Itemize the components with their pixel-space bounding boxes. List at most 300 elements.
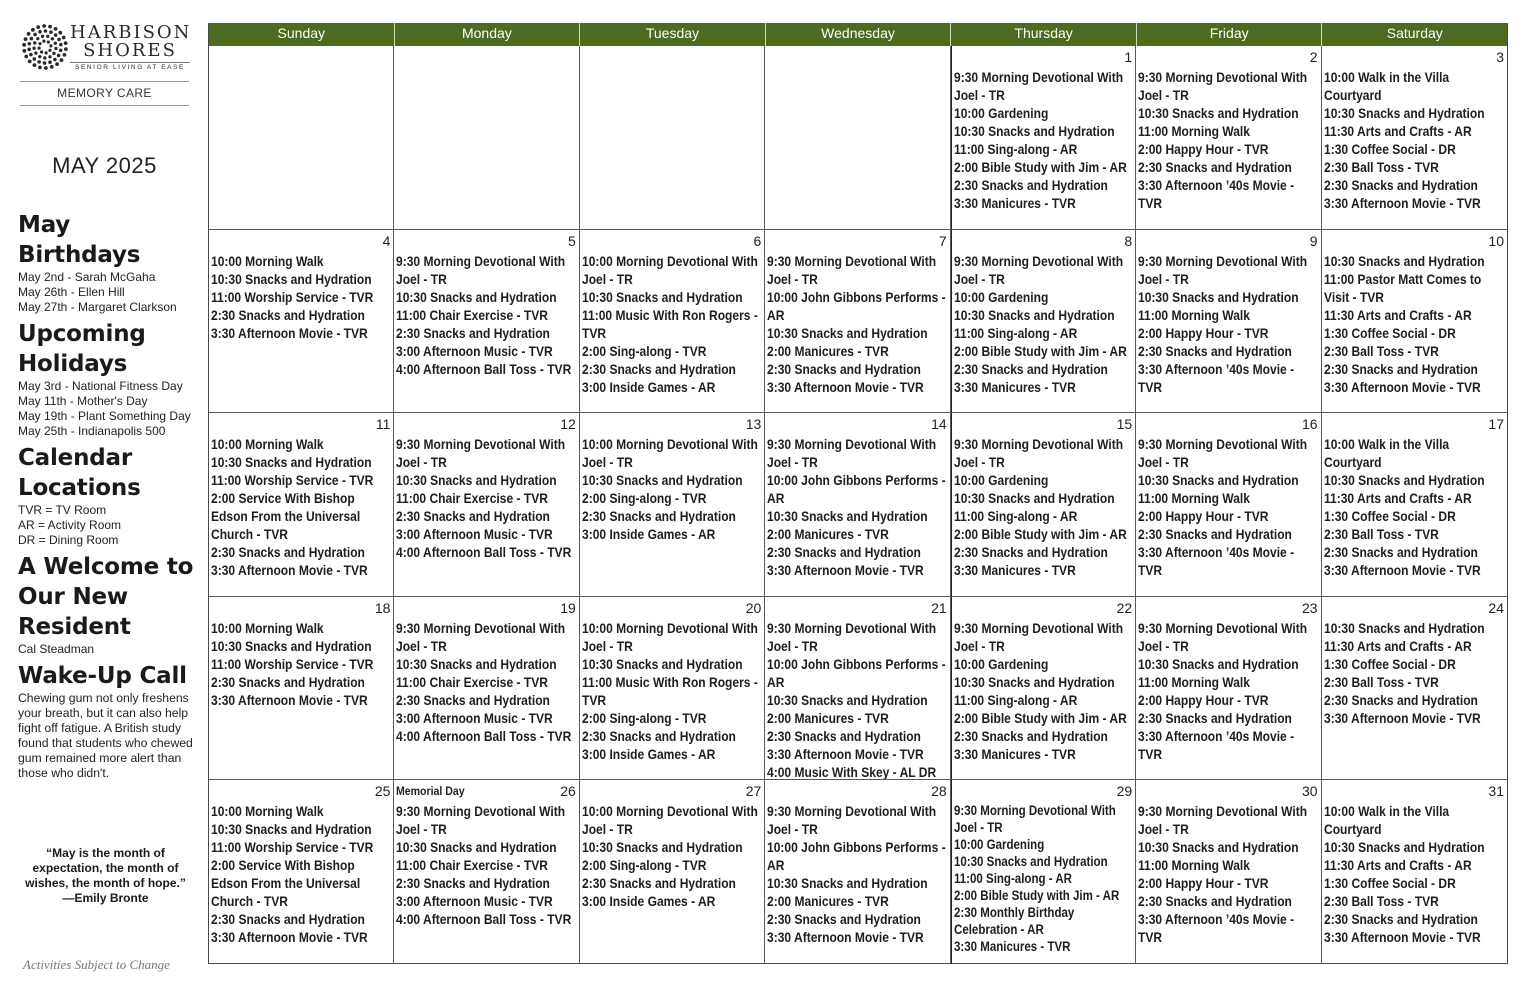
day-cell bbox=[209, 597, 394, 781]
day-cell bbox=[394, 230, 579, 414]
quote-text: “May is the month of expectation, the month of wishes, the month of hope.” bbox=[25, 846, 186, 890]
footer-note: Activities Subject to Change bbox=[23, 957, 170, 972]
logo-dot bbox=[62, 36, 66, 40]
event-item: 2:30 Snacks and Hydration bbox=[767, 544, 922, 561]
logo-dot bbox=[34, 51, 37, 54]
event-item: 3:00 Afternoon Music - TVR bbox=[396, 342, 554, 359]
event-item: 2:30 Snacks and Hydration bbox=[581, 727, 736, 744]
logo-dot bbox=[38, 65, 42, 69]
event-item: 2:30 Snacks and Hydration bbox=[1138, 526, 1293, 543]
logo-dot bbox=[55, 62, 59, 66]
logo-line2: SHORES bbox=[83, 40, 177, 61]
holiday-item: May 11th - Mother's Day bbox=[18, 394, 148, 408]
event-item: 9:30 Morning Devotional With Joel - TR bbox=[953, 252, 1123, 287]
event-item: 10:00 Gardening bbox=[953, 105, 1049, 121]
event-item: 11:00 Sing-along - AR bbox=[953, 691, 1078, 708]
logo-dot bbox=[36, 25, 40, 29]
logo-dot bbox=[45, 51, 48, 54]
event-item: 2:30 Ball Toss - TVR bbox=[1323, 673, 1439, 690]
event-item: 2:30 Snacks and Hydration bbox=[1138, 893, 1293, 910]
day-cell bbox=[580, 230, 765, 414]
logo-dot bbox=[24, 37, 28, 41]
event-item: 3:00 Inside Games - AR bbox=[581, 526, 716, 543]
sidebar-sections bbox=[18, 210, 198, 785]
event-list bbox=[954, 619, 1135, 763]
event-item: 9:30 Morning Devotional With Joel - TR bbox=[953, 69, 1123, 103]
weekday-monday: Monday bbox=[395, 23, 581, 46]
event-list bbox=[582, 435, 764, 543]
event-item: 11:00 Worship Service - TVR bbox=[211, 288, 374, 305]
logo-dot bbox=[40, 50, 43, 53]
event-item: 2:00 Bible Study with Jim - AR bbox=[953, 342, 1127, 359]
event-item: 11:00 Pastor Matt Comes to Visit - TVR bbox=[1323, 270, 1481, 305]
date-number: 18 bbox=[374, 599, 391, 616]
event-list bbox=[582, 252, 764, 396]
event-item: 3:00 Inside Games - AR bbox=[581, 893, 716, 910]
event-item: 2:30 Snacks and Hydration bbox=[211, 673, 365, 690]
date-number: 29 bbox=[1116, 783, 1133, 800]
day-cell bbox=[765, 413, 950, 597]
date-number: 27 bbox=[745, 783, 762, 800]
calendar-grid bbox=[208, 23, 1508, 964]
day-cell bbox=[1136, 46, 1321, 230]
logo-dot bbox=[42, 40, 45, 43]
event-item: 3:30 Afternoon Movie - TVR bbox=[767, 562, 925, 579]
event-item: 11:00 Music With Ron Rogers - TVR bbox=[581, 673, 758, 708]
event-item: 9:30 Morning Devotional With Joel - TR bbox=[1138, 436, 1308, 471]
logo-dot bbox=[59, 48, 63, 52]
logo-dot bbox=[53, 58, 57, 62]
event-item: 3:30 Afternoon Movie - TVR bbox=[211, 324, 368, 341]
event-item: 4:00 Afternoon Ball Toss - TVR bbox=[396, 544, 572, 561]
event-item: 10:30 Snacks and Hydration bbox=[211, 454, 372, 471]
event-item: 2:30 Monthly Birthday Celebration - AR bbox=[953, 905, 1075, 938]
event-list bbox=[767, 802, 949, 946]
logo-dot bbox=[37, 60, 41, 64]
event-item: 3:00 Afternoon Music - TVR bbox=[396, 893, 554, 910]
event-item: 3:30 Manicures - TVR bbox=[953, 562, 1076, 579]
event-item: 11:00 Sing-along - AR bbox=[953, 324, 1078, 341]
new-resident-name: Cal Steadman bbox=[18, 642, 95, 656]
event-item: 11:30 Arts and Crafts - AR bbox=[1323, 637, 1472, 654]
event-item: 3:30 Manicures - TVR bbox=[953, 378, 1076, 395]
date-number: 9 bbox=[1309, 232, 1318, 249]
event-item: 10:00 Walk in the Villa Courtyard bbox=[1323, 436, 1449, 471]
event-list bbox=[582, 619, 764, 763]
event-item: 3:30 Afternoon ’40s Movie - TVR bbox=[1138, 911, 1295, 946]
event-list bbox=[211, 802, 393, 946]
date-number: 11 bbox=[375, 416, 391, 433]
event-item: 10:30 Snacks and Hydration bbox=[396, 472, 558, 489]
event-item: 10:00 Morning Walk bbox=[211, 803, 324, 820]
day-cell bbox=[1322, 230, 1507, 414]
event-item: 11:00 Chair Exercise - TVR bbox=[396, 306, 549, 323]
logo-dot bbox=[22, 49, 26, 53]
event-item: 10:30 Snacks and Hydration bbox=[396, 655, 558, 672]
event-item: 10:00 Morning Devotional With Joel - TR bbox=[581, 436, 758, 471]
event-list bbox=[1324, 802, 1507, 946]
event-item: 11:00 Sing-along - AR bbox=[953, 508, 1078, 525]
logo-dot bbox=[58, 31, 62, 35]
event-item: 2:00 Service With Bishop Edson From the Universal Church - TVR bbox=[211, 490, 361, 543]
event-item: 2:00 Bible Study with Jim - AR bbox=[953, 888, 1120, 904]
event-item: 11:00 Music With Ron Rogers - TVR bbox=[581, 306, 758, 341]
event-item: 3:30 Afternoon ’40s Movie - TVR bbox=[1138, 544, 1295, 579]
logo-dot bbox=[42, 24, 46, 28]
event-item: 11:00 Sing-along - AR bbox=[953, 141, 1078, 157]
event-item: 9:30 Morning Devotional With Joel - TR bbox=[1138, 69, 1308, 103]
location-item: DR = Dining Room bbox=[18, 533, 119, 547]
event-item: 3:30 Manicures - TVR bbox=[953, 745, 1076, 762]
event-item: 10:30 Snacks and Hydration bbox=[953, 854, 1108, 870]
event-item: 3:30 Afternoon ’40s Movie - TVR bbox=[1138, 727, 1295, 762]
logo-dot bbox=[48, 49, 51, 52]
day-cell bbox=[580, 46, 765, 230]
logo-dot bbox=[32, 46, 35, 49]
logo-dot bbox=[63, 53, 67, 57]
event-item: 3:30 Afternoon Movie - TVR bbox=[211, 562, 368, 579]
logo-dot bbox=[28, 60, 32, 64]
event-item: 2:30 Snacks and Hydration bbox=[1323, 691, 1478, 708]
event-item: 3:30 Afternoon ’40s Movie - TVR bbox=[1138, 360, 1295, 395]
logo-dot bbox=[46, 35, 49, 38]
event-item: 10:30 Snacks and Hydration bbox=[211, 270, 372, 287]
event-item: 10:30 Snacks and Hydration bbox=[581, 839, 743, 856]
holiday-item: May 25th - Indianapolis 500 bbox=[18, 424, 166, 438]
event-list bbox=[396, 252, 578, 378]
date-number: 3 bbox=[1496, 49, 1504, 65]
event-item: 2:00 Happy Hour - TVR bbox=[1138, 875, 1269, 892]
holidays-heading: Upcoming Holidays bbox=[18, 321, 146, 377]
day-cell bbox=[394, 413, 579, 597]
event-item: 2:30 Snacks and Hydration bbox=[581, 360, 736, 377]
logo-dot bbox=[44, 66, 48, 70]
event-item: 9:30 Morning Devotional With Joel - TR bbox=[767, 436, 937, 471]
event-item: 2:30 Snacks and Hydration bbox=[396, 508, 551, 525]
event-list bbox=[1138, 68, 1320, 212]
event-item: 10:30 Snacks and Hydration bbox=[396, 288, 558, 305]
event-item: 2:30 Snacks and Hydration bbox=[1138, 709, 1293, 726]
event-item: 2:30 Snacks and Hydration bbox=[211, 911, 365, 928]
event-item: 10:30 Snacks and Hydration bbox=[1138, 472, 1299, 489]
event-item: 11:30 Arts and Crafts - AR bbox=[1323, 490, 1472, 507]
day-cell bbox=[1322, 413, 1507, 597]
day-cell bbox=[951, 597, 1136, 781]
logo-dot bbox=[51, 37, 54, 40]
event-item: 3:00 Inside Games - AR bbox=[581, 745, 716, 762]
event-item: 4:00 Afternoon Ball Toss - TVR bbox=[396, 360, 572, 377]
logo-dot bbox=[48, 60, 52, 64]
event-list bbox=[396, 435, 578, 561]
event-list bbox=[1138, 435, 1320, 579]
date-number: 13 bbox=[745, 416, 762, 433]
event-item: 2:00 Sing-along - TVR bbox=[581, 490, 707, 507]
event-item: 10:30 Snacks and Hydration bbox=[1323, 472, 1485, 489]
event-item: 2:30 Ball Toss - TVR bbox=[1323, 893, 1439, 910]
weekday-friday: Friday bbox=[1137, 23, 1323, 46]
event-item: 9:30 Morning Devotional With Joel - TR bbox=[767, 252, 937, 287]
date-number: 1 bbox=[1124, 49, 1133, 65]
event-item: 3:30 Afternoon Movie - TVR bbox=[767, 745, 925, 762]
day-cell bbox=[765, 46, 950, 230]
event-item: 11:00 Sing-along - AR bbox=[953, 871, 1072, 887]
event-item: 2:30 Ball Toss - TVR bbox=[1323, 526, 1439, 543]
date-number: 16 bbox=[1301, 416, 1318, 433]
event-item: 2:30 Snacks and Hydration bbox=[1138, 342, 1293, 359]
logo-dot bbox=[33, 63, 37, 67]
event-item: 10:30 Snacks and Hydration bbox=[953, 306, 1115, 323]
sidebar bbox=[0, 0, 205, 990]
logo-wordmark bbox=[70, 23, 190, 71]
date-number: 17 bbox=[1488, 416, 1504, 433]
event-item: 2:30 Snacks and Hydration bbox=[211, 544, 365, 561]
event-item: 9:30 Morning Devotional With Joel - TR bbox=[396, 252, 566, 287]
event-item: 2:30 Snacks and Hydration bbox=[581, 875, 736, 892]
event-item: 2:30 Snacks and Hydration bbox=[767, 911, 922, 928]
event-item: 9:30 Morning Devotional With Joel - TR bbox=[767, 803, 937, 838]
event-item: 10:00 Gardening bbox=[953, 472, 1049, 489]
event-item: 11:00 Morning Walk bbox=[1138, 857, 1251, 874]
logo-dot bbox=[54, 27, 58, 31]
event-item: 1:30 Coffee Social - DR bbox=[1323, 141, 1456, 157]
event-item: 10:30 Snacks and Hydration bbox=[767, 875, 928, 892]
event-item: 10:30 Snacks and Hydration bbox=[1323, 839, 1485, 856]
day-cell bbox=[951, 413, 1136, 597]
day-cell bbox=[394, 597, 579, 781]
month-title: MAY 2025 bbox=[52, 153, 157, 178]
event-list bbox=[954, 252, 1135, 396]
event-item: 3:30 Afternoon Movie - TVR bbox=[1323, 562, 1481, 579]
holiday-item: May 19th - Plant Something Day bbox=[18, 409, 191, 423]
day-cell bbox=[580, 780, 765, 964]
event-list bbox=[211, 435, 393, 579]
logo-dot bbox=[31, 28, 35, 32]
event-item: 10:30 Snacks and Hydration bbox=[767, 324, 928, 341]
day-cell bbox=[394, 780, 579, 964]
event-item: 2:30 Snacks and Hydration bbox=[953, 544, 1108, 561]
event-item: 3:30 Manicures - TVR bbox=[953, 195, 1076, 211]
event-item: 9:30 Morning Devotional With Joel - TR bbox=[396, 619, 566, 654]
event-item: 10:00 John Gibbons Performs - AR bbox=[767, 839, 946, 874]
birthdays-heading: May Birthdays bbox=[18, 212, 141, 268]
event-item: 11:00 Morning Walk bbox=[1138, 306, 1251, 323]
event-list bbox=[1138, 252, 1320, 396]
logo-dot bbox=[54, 47, 57, 50]
date-number: 15 bbox=[1116, 416, 1133, 433]
day-cell bbox=[1322, 46, 1507, 230]
event-item: 4:00 Afternoon Ball Toss - TVR bbox=[396, 911, 572, 928]
logo-dot bbox=[52, 52, 55, 55]
logo-dot bbox=[38, 30, 42, 34]
event-item: 2:30 Snacks and Hydration bbox=[953, 177, 1108, 193]
event-item: 10:00 Gardening bbox=[953, 837, 1044, 853]
date-number: 20 bbox=[745, 599, 762, 616]
welcome-heading: A Welcome to Our New Resident bbox=[18, 554, 194, 640]
birthday-item: May 2nd - Sarah McGaha bbox=[18, 270, 156, 284]
logo-dot bbox=[36, 37, 39, 40]
location-item: AR = Activity Room bbox=[18, 518, 122, 532]
event-item: 3:00 Inside Games - AR bbox=[581, 378, 716, 395]
calendar-body bbox=[209, 46, 1507, 964]
event-item: 2:00 Sing-along - TVR bbox=[581, 342, 707, 359]
event-item: 2:30 Snacks and Hydration bbox=[953, 727, 1108, 744]
logo-dot bbox=[27, 32, 31, 36]
event-item: 2:00 Bible Study with Jim - AR bbox=[953, 159, 1127, 175]
event-list bbox=[396, 802, 578, 928]
holiday-item: May 3rd - National Fitness Day bbox=[18, 379, 183, 393]
event-item: 10:30 Snacks and Hydration bbox=[1323, 105, 1485, 121]
date-number: 30 bbox=[1301, 783, 1318, 800]
event-item: 11:00 Chair Exercise - TVR bbox=[396, 673, 549, 690]
quote-author: —Emily Bronte bbox=[62, 891, 149, 905]
event-item: 3:30 Afternoon Movie - TVR bbox=[1323, 929, 1481, 946]
event-item: 3:30 Afternoon Movie - TVR bbox=[211, 929, 368, 946]
event-item: 10:30 Snacks and Hydration bbox=[211, 821, 372, 838]
program-label: MEMORY CARE bbox=[20, 81, 189, 106]
event-item: 10:30 Snacks and Hydration bbox=[1138, 839, 1299, 856]
logo-dot bbox=[41, 35, 44, 38]
event-item: 10:30 Snacks and Hydration bbox=[581, 288, 743, 305]
weekday-saturday: Saturday bbox=[1386, 25, 1443, 41]
logo-dot bbox=[64, 47, 68, 51]
logo-dot bbox=[29, 53, 33, 57]
event-item: 10:30 Snacks and Hydration bbox=[211, 637, 372, 654]
event-item: 11:00 Worship Service - TVR bbox=[211, 472, 374, 489]
event-item: 9:30 Morning Devotional With Joel - TR bbox=[396, 803, 566, 838]
logo-dot bbox=[28, 42, 32, 46]
event-item: 2:30 Snacks and Hydration bbox=[953, 360, 1108, 377]
date-number: 23 bbox=[1301, 599, 1318, 616]
day-cell bbox=[765, 780, 950, 964]
logo-dot bbox=[54, 33, 58, 37]
event-item: 11:00 Worship Service - TVR bbox=[211, 839, 374, 856]
logo-dot bbox=[54, 42, 57, 45]
event-item: 2:00 Manicures - TVR bbox=[767, 709, 890, 726]
event-item: 3:30 Afternoon Movie - TVR bbox=[1323, 709, 1481, 726]
event-item: 2:30 Snacks and Hydration bbox=[396, 324, 551, 341]
date-number: 2 bbox=[1309, 49, 1318, 65]
location-item: TVR = TV Room bbox=[18, 503, 107, 517]
event-item: 1:30 Coffee Social - DR bbox=[1323, 324, 1456, 341]
event-item: 10:30 Snacks and Hydration bbox=[767, 691, 928, 708]
logo-dot bbox=[49, 30, 53, 34]
event-item: 10:00 John Gibbons Performs - AR bbox=[767, 472, 946, 507]
event-item: 10:30 Snacks and Hydration bbox=[1138, 288, 1299, 305]
event-item: 10:30 Snacks and Hydration bbox=[581, 655, 743, 672]
event-item: 10:00 Morning Walk bbox=[211, 619, 324, 636]
monthly-quote bbox=[18, 846, 193, 906]
logo-dot bbox=[22, 43, 26, 47]
event-list bbox=[954, 435, 1135, 579]
event-item: 4:00 Music With Skey - AL DR bbox=[767, 763, 937, 780]
logo-tagline: SENIOR LIVING AT EASE bbox=[70, 62, 190, 71]
date-number: 8 bbox=[1124, 232, 1133, 249]
event-item: 2:30 Ball Toss - TVR bbox=[1323, 159, 1439, 175]
event-list bbox=[211, 619, 393, 709]
day-cell bbox=[765, 230, 950, 414]
logo-dot bbox=[59, 43, 63, 47]
logo-dot bbox=[38, 55, 41, 58]
day-cell bbox=[209, 413, 394, 597]
event-item: 10:00 Morning Devotional With Joel - TR bbox=[581, 252, 758, 287]
event-item: 3:00 Afternoon Music - TVR bbox=[396, 526, 554, 543]
event-list bbox=[1324, 252, 1507, 396]
event-item: 2:00 Manicures - TVR bbox=[767, 342, 890, 359]
event-item: 3:30 Afternoon Movie - TVR bbox=[211, 691, 368, 708]
event-item: 2:30 Snacks and Hydration bbox=[1323, 911, 1478, 928]
day-cell bbox=[209, 780, 394, 964]
event-item: 10:30 Snacks and Hydration bbox=[1138, 655, 1299, 672]
event-item: 3:30 Manicures - TVR bbox=[953, 939, 1071, 955]
logo-line1: HARBISON bbox=[70, 22, 192, 43]
event-item: 2:00 Manicures - TVR bbox=[767, 893, 890, 910]
day-cell bbox=[1136, 413, 1321, 597]
event-item: 2:30 Snacks and Hydration bbox=[767, 727, 922, 744]
event-list bbox=[396, 619, 578, 745]
birthday-item: May 26th - Ellen Hill bbox=[18, 285, 125, 299]
event-item: 10:00 Morning Devotional With Joel - TR bbox=[581, 803, 758, 838]
sunburst-dots-icon bbox=[20, 22, 70, 72]
logo-dot bbox=[49, 44, 52, 47]
event-item: 3:00 Afternoon Music - TVR bbox=[396, 709, 554, 726]
logo-dot bbox=[64, 41, 68, 45]
day-cell bbox=[1322, 780, 1507, 964]
event-item: 2:00 Happy Hour - TVR bbox=[1138, 324, 1269, 341]
wakeup-heading: Wake-Up Call bbox=[18, 663, 187, 689]
date-number: 4 bbox=[382, 232, 391, 249]
event-item: 3:30 Afternoon Movie - TVR bbox=[767, 929, 925, 946]
event-item: 10:00 Gardening bbox=[953, 655, 1049, 672]
event-item: 10:00 John Gibbons Performs - AR bbox=[767, 288, 946, 323]
event-list bbox=[767, 619, 949, 781]
event-item: 2:00 Sing-along - TVR bbox=[581, 857, 707, 874]
day-cell bbox=[1136, 230, 1321, 414]
date-number: 14 bbox=[931, 416, 947, 433]
event-item: 2:30 Snacks and Hydration bbox=[1138, 159, 1293, 175]
event-item: 10:30 Snacks and Hydration bbox=[953, 673, 1115, 690]
event-item: 2:30 Snacks and Hydration bbox=[211, 306, 365, 323]
date-number: 5 bbox=[568, 232, 576, 249]
weekday-tuesday: Tuesday bbox=[580, 23, 766, 46]
date-number: 25 bbox=[374, 783, 391, 800]
event-item: 10:30 Snacks and Hydration bbox=[767, 508, 928, 525]
event-item: 1:30 Coffee Social - DR bbox=[1323, 508, 1456, 525]
event-item: 10:00 Walk in the Villa Courtyard bbox=[1323, 803, 1449, 838]
logo-dot bbox=[30, 37, 34, 41]
event-list bbox=[582, 802, 764, 910]
event-item: 2:00 Bible Study with Jim - AR bbox=[953, 526, 1127, 543]
event-list bbox=[954, 802, 1135, 955]
date-number: 10 bbox=[1488, 232, 1504, 249]
event-item: 2:00 Happy Hour - TVR bbox=[1138, 508, 1269, 525]
logo-dot bbox=[33, 33, 37, 37]
event-item: 9:30 Morning Devotional With Joel - TR bbox=[953, 436, 1123, 471]
logo-dot bbox=[33, 57, 37, 61]
event-item: 2:30 Ball Toss - TVR bbox=[1323, 342, 1439, 359]
day-cell bbox=[580, 597, 765, 781]
event-item: 10:30 Snacks and Hydration bbox=[1323, 252, 1485, 269]
event-item: 9:30 Morning Devotional With Joel - TR bbox=[396, 436, 566, 471]
logo-dot bbox=[60, 58, 64, 62]
day-cell bbox=[951, 46, 1136, 230]
event-item: 2:00 Manicures - TVR bbox=[767, 526, 890, 543]
event-item: 10:30 Snacks and Hydration bbox=[396, 839, 558, 856]
day-cell bbox=[951, 230, 1136, 414]
weekday-wednesday: Wednesday bbox=[766, 23, 952, 46]
event-list bbox=[1324, 435, 1507, 579]
date-number: 26 bbox=[560, 783, 576, 800]
event-item: 9:30 Morning Devotional With Joel - TR bbox=[953, 803, 1116, 836]
